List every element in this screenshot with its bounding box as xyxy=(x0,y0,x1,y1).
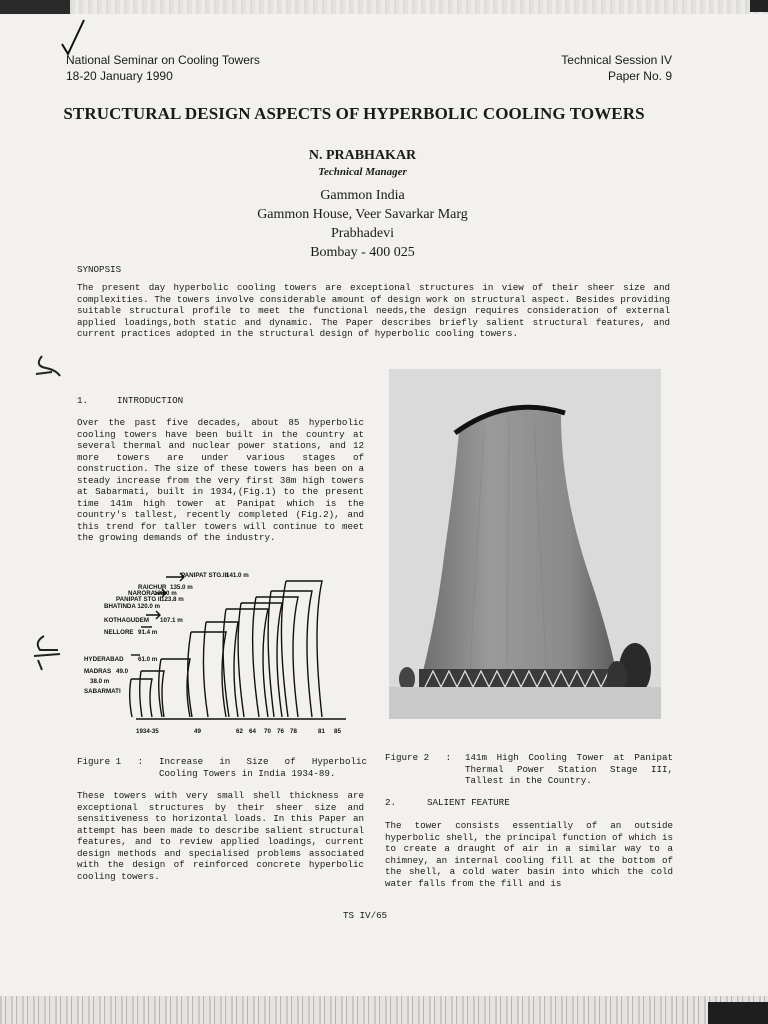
fig1-label: HYDERABAD xyxy=(84,656,124,663)
scan-edge-top-left xyxy=(0,0,70,14)
scan-edge-bottom-right xyxy=(708,1002,768,1024)
fig1-label: KOTHAGUDEM xyxy=(104,617,150,624)
org-line: Gammon House, Veer Savarkar Marg xyxy=(257,207,468,222)
fig1-year: 49 xyxy=(194,728,201,735)
fig1-label: BHATINDA 120.0 m xyxy=(104,603,161,610)
fig1-label: PANIPAT STG II xyxy=(116,596,162,603)
scan-edge-top xyxy=(0,0,768,14)
section-2-heading: SALIENT FEATURE xyxy=(427,797,510,808)
page-number: TS IV/65 xyxy=(343,910,388,921)
figure-2-photo xyxy=(389,369,661,719)
section-2-number: 2. xyxy=(385,797,397,808)
fig1-label: 61.0 m xyxy=(138,656,158,663)
fig1-year: 70 xyxy=(264,728,271,735)
org-line: Gammon India xyxy=(320,188,405,203)
synopsis-text: The present day hyperbolic cooling towers are exceptional structures in view of their sheer size and complexities. The towers involve considerable amount of design work on structural aspect. Besides providing suitable structural profile to meet the functional needs,the design requires consideration of external applied loadings,both static and dynamic. The Paper describes briefly salient structural features, and current practices adopted in the structural design of hyperbolic cooling towers. xyxy=(77,282,670,339)
session-header xyxy=(561,52,672,84)
section-1-number: 1. xyxy=(77,395,89,406)
fig1-label: 128.0 m xyxy=(154,590,177,597)
seminar-header xyxy=(66,52,260,84)
fig1-year: 1934-35 xyxy=(136,728,159,735)
fig1-year: 85 xyxy=(334,728,341,735)
fig1-label: PANIPAT STG.III xyxy=(181,572,229,579)
margin-scribble xyxy=(32,352,64,380)
figure-1-caption xyxy=(77,756,367,779)
figure-1-caption-text: Increase in Size of Hyperbolic Cooling Towers in India 1934-89. xyxy=(159,756,367,779)
fig1-label: SABARMATI xyxy=(84,688,121,695)
fig1-year: 78 xyxy=(290,728,297,735)
fig1-label: NARORA xyxy=(128,590,156,597)
synopsis-heading: SYNOPSIS xyxy=(77,264,122,275)
author-affiliation xyxy=(0,186,725,262)
fig1-year: 81 xyxy=(318,728,325,735)
seminar-name: National Seminar on Cooling Towers xyxy=(66,53,260,67)
paper-title: STRUCTURAL DESIGN ASPECTS OF HYPERBOLIC COOLING TOWERS xyxy=(63,104,645,123)
fig1-label: 135.0 m xyxy=(170,584,193,591)
left-body-text: These towers with very small shell thickness are exceptional structures by their sheer size and sensitiveness to horizontal loads. In this Paper an attempt has been made to describe salient structural features, and to review applied loadings, current design methods and specialised problems associated with the design of reinforced concrete hyperbolic cooling towers. xyxy=(77,790,364,882)
org-line: Prabhadevi xyxy=(331,226,394,241)
author-role: Technical Manager xyxy=(318,166,407,178)
fig1-label: 141.0 m xyxy=(226,572,249,579)
fig1-year: 64 xyxy=(249,728,256,735)
section-2-text: The tower consists essentially of an outside hyperbolic shell, the principal function of which is to create a draught of air in a similar way to a chimney, an internal cooling fill at the bottom of the shell, a cold water basin into which the cold water falls from the fill and is xyxy=(385,820,673,889)
fig1-label: RAICHUR xyxy=(138,584,167,591)
figure-2-caption xyxy=(385,752,673,787)
fig1-year: 76 xyxy=(277,728,284,735)
fig1-label: NELLORE xyxy=(104,629,134,636)
scan-edge-top-right xyxy=(750,0,768,12)
fig1-label: 107.1 m xyxy=(160,617,183,624)
fig1-label: 123.8 m xyxy=(161,596,184,603)
section-1-text: Over the past five decades, about 85 hyperbolic cooling towers have been built in the country at several thermal and nuclear power stations, and 12 more towers are under various stages of construction. The size of these towers has been on a steady increase from the very first 38m high towers at Sabarmati, built in 1934,(Fig.1) to the present time 141m high tower at Panipat which is the country's tallest, recently completed (Fig.2), and this trend for taller towers will continue to meet the growing demands of the industry. xyxy=(77,417,364,543)
margin-scribble xyxy=(30,632,66,672)
figure-1-caption-label: Figure 1 : xyxy=(77,756,144,767)
fig1-label: MADRAS xyxy=(84,668,112,675)
section-1-heading: INTRODUCTION xyxy=(117,395,184,406)
fig1-label: 49.0 xyxy=(116,668,129,675)
session-name: Technical Session IV xyxy=(561,53,672,67)
fig1-label: 38.0 m xyxy=(90,678,110,685)
figure-2-caption-label: Figure 2 : xyxy=(385,752,452,763)
fig1-label: 91.4 m xyxy=(138,629,158,636)
scan-edge-bottom xyxy=(0,996,768,1024)
fig1-year: 62 xyxy=(236,728,243,735)
paper-number: Paper No. 9 xyxy=(607,69,672,83)
org-line: Bombay - 400 025 xyxy=(310,245,415,260)
figure-2-caption-text: 141m High Cooling Tower at Panipat Thermal Power Station Stage III, Tallest in the Country. xyxy=(465,752,673,786)
figure-1-diagram xyxy=(76,567,366,742)
seminar-date: 18-20 January 1990 xyxy=(66,69,173,83)
author-name: N. PRABHAKAR xyxy=(308,148,417,163)
